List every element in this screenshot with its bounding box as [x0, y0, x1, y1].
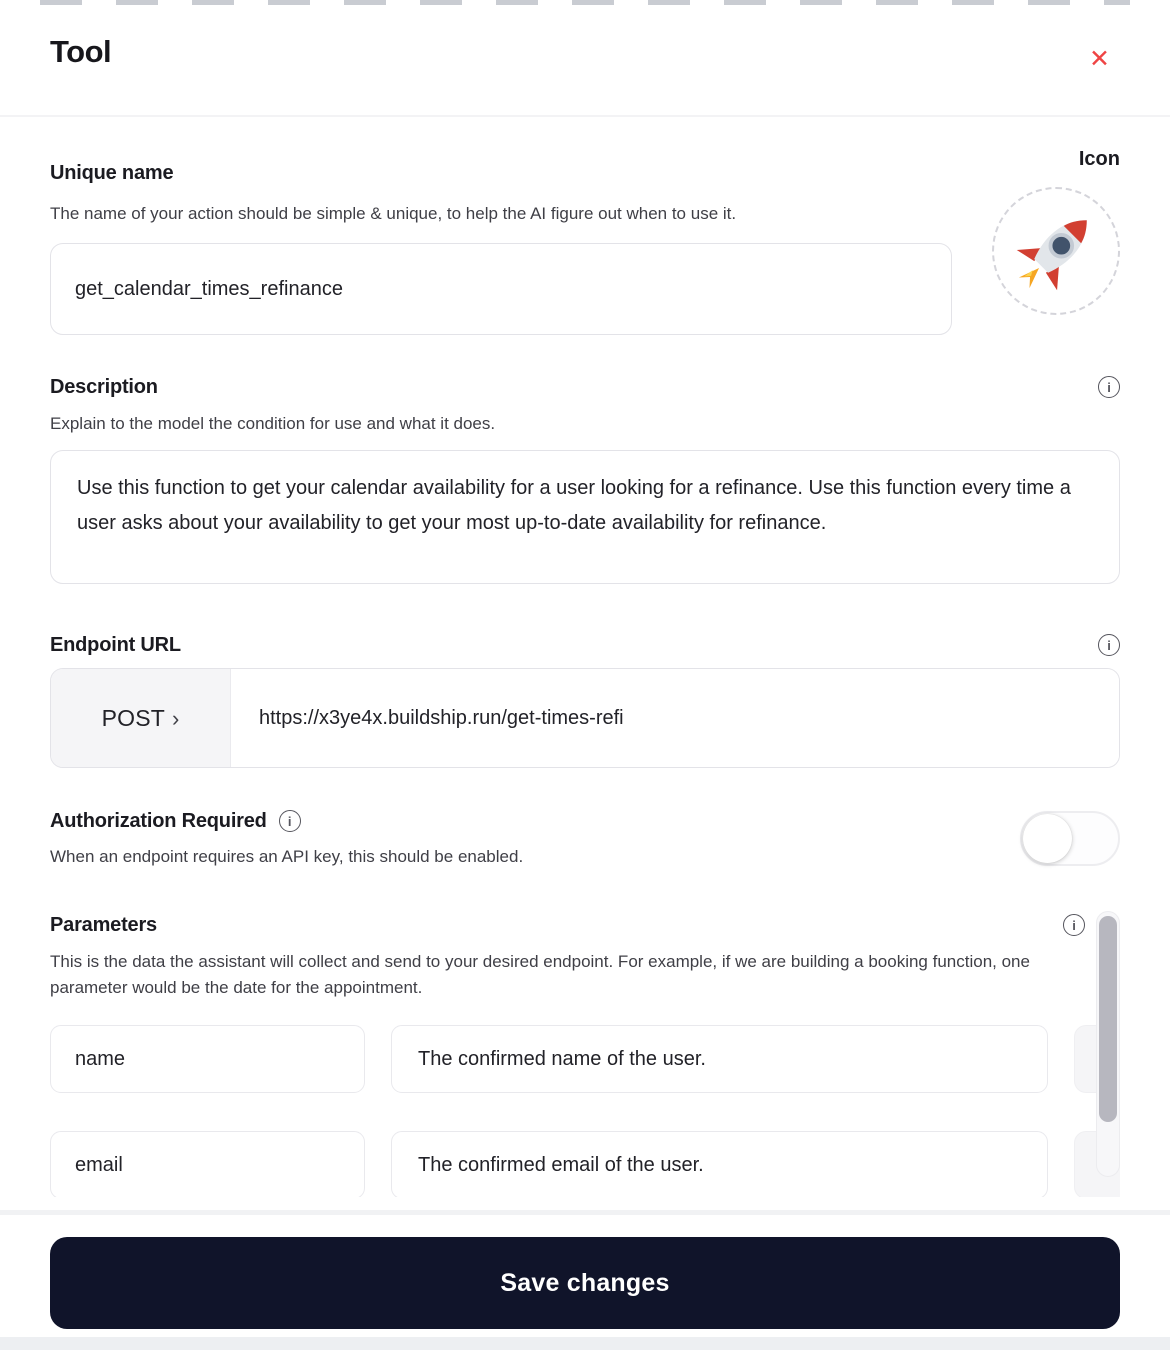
description-input[interactable] [50, 450, 1120, 584]
parameter-description-input[interactable] [391, 1025, 1048, 1093]
parameters-helper: This is the data the assistant will collect and send to your desired endpoint. For example, if we are building a booking function, one parameter would be the date for the appointment. [50, 952, 1030, 997]
clipped-background-strip [0, 1337, 1170, 1350]
parameter-name-input[interactable] [50, 1131, 365, 1197]
unique-name-section [50, 161, 952, 335]
endpoint-url-input[interactable] [231, 669, 1119, 767]
parameter-row [50, 1025, 1120, 1093]
endpoint-info-icon[interactable]: i [1098, 634, 1120, 656]
parameters-scrollbar-thumb[interactable] [1099, 916, 1117, 1122]
toggle-knob [1023, 814, 1072, 863]
endpoint-section [50, 633, 1120, 768]
parameters-label: Parameters [50, 914, 157, 936]
endpoint-input-group [50, 668, 1120, 768]
unique-name-helper: The name of your action should be simple & unique, to help the AI figure out when to use it. [50, 204, 737, 223]
modal-title: Tool [50, 34, 112, 69]
modal-footer [0, 1215, 1170, 1329]
parameter-name-input[interactable] [50, 1025, 365, 1093]
authorization-label: Authorization Required [50, 810, 267, 832]
modal-header [0, 5, 1170, 117]
modal-body [0, 117, 1170, 1197]
icon-label: Icon [1078, 148, 1120, 170]
tool-icon-picker[interactable] [992, 187, 1120, 315]
unique-name-row [50, 148, 1120, 335]
description-helper: Explain to the model the condition for use and what it does. [50, 414, 496, 433]
parameter-list [50, 1025, 1120, 1197]
parameters-info-icon[interactable]: i [1063, 914, 1085, 936]
http-method-select[interactable] [51, 669, 231, 767]
endpoint-label: Endpoint URL [50, 634, 181, 656]
http-method-value: POST [101, 704, 166, 731]
authorization-text [50, 809, 523, 870]
icon-section [952, 148, 1120, 335]
parameters-scrollbar-track[interactable] [1096, 911, 1120, 1177]
parameter-row [50, 1131, 1120, 1197]
authorization-toggle[interactable] [1020, 811, 1120, 866]
save-changes-button[interactable]: Save changes [50, 1237, 1120, 1329]
description-label: Description [50, 376, 158, 398]
authorization-section [50, 809, 1120, 870]
close-button[interactable] [1085, 43, 1114, 76]
authorization-info-icon[interactable]: i [279, 810, 301, 832]
rocket-icon [1008, 203, 1104, 299]
unique-name-input[interactable] [50, 243, 952, 335]
parameter-description-input[interactable] [391, 1131, 1048, 1197]
authorization-helper: When an endpoint requires an API key, this should be enabled. [50, 847, 524, 866]
unique-name-label: Unique name [50, 162, 174, 184]
description-info-icon[interactable]: i [1098, 376, 1120, 398]
close-icon: ✕ [1089, 45, 1110, 73]
parameters-section [50, 913, 1120, 1197]
chevron-right-icon: › [172, 706, 180, 731]
description-section [50, 375, 1120, 589]
